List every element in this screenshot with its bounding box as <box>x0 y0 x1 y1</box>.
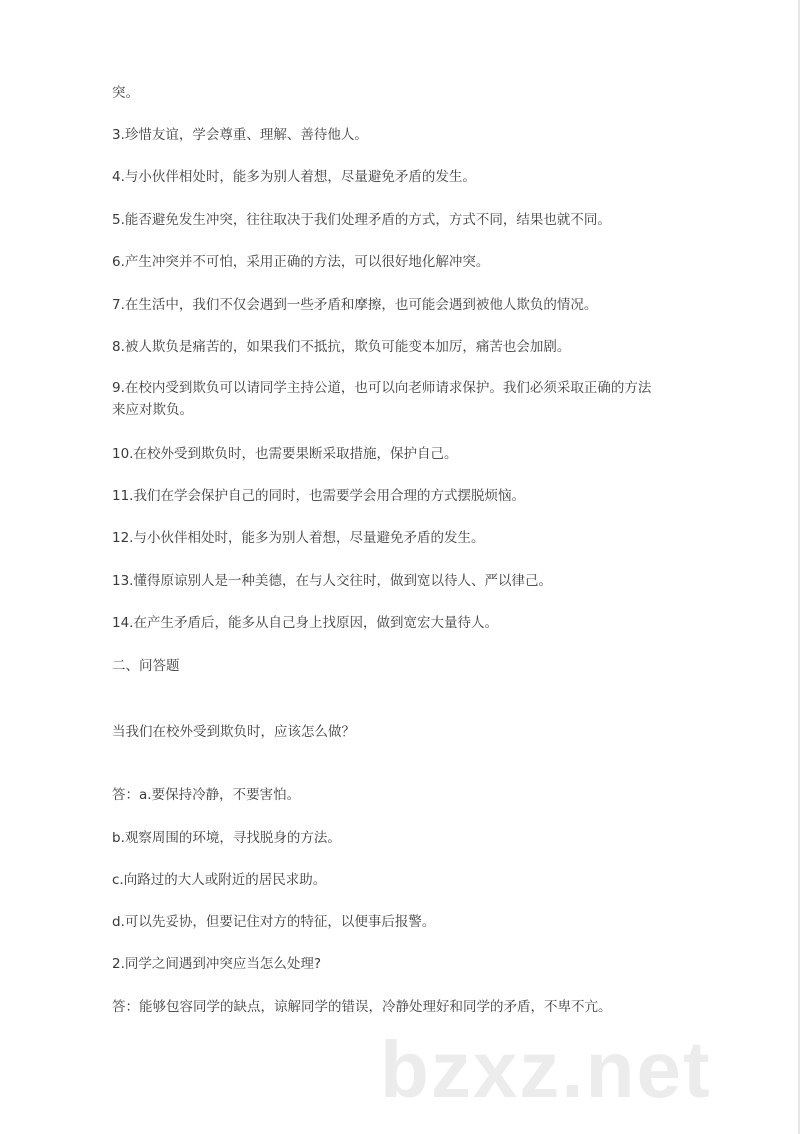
list-item: 10.在校外受到欺负时，也需要果断采取措施，保护自己。 <box>112 446 458 462</box>
list-item: 12.与小伙伴相处时，能多为别人着想，尽量避免矛盾的发生。 <box>112 530 485 546</box>
list-item: 8.被人欺负是痛苦的，如果我们不抵抗，欺负可能变本加厉，痛苦也会加剧。 <box>112 339 571 355</box>
answer: c.向路过的大人或附近的居民求助。 <box>112 872 327 888</box>
list-item: 6.产生冲突并不可怕，采用正确的方法，可以很好地化解冲突。 <box>112 254 490 270</box>
list-item: 3.珍惜友谊，学会尊重、理解、善待他人。 <box>112 127 368 143</box>
list-item: 5.能否避免发生冲突，往往取决于我们处理矛盾的方式，方式不同，结果也就不同。 <box>112 212 611 228</box>
answer: d.可以先妥协，但要记住对方的特征，以便事后报警。 <box>112 914 436 930</box>
answer: 答：a.要保持冷静，不要害怕。 <box>112 787 301 803</box>
answer: 答：能够包容同学的缺点，谅解同学的错误，冷静处理好和同学的矛盾，不卑不亢。 <box>112 999 612 1015</box>
list-item: 13.懂得原谅别人是一种美德，在与人交往时，做到宽以待人、严以律己。 <box>112 573 552 589</box>
question: 2.同学之间遇到冲突应当怎么处理? <box>112 956 322 972</box>
answer: b.观察周围的环境，寻找脱身的方法。 <box>112 830 341 846</box>
question: 当我们在校外受到欺负时，应该怎么做？ <box>112 724 355 740</box>
list-item: 7.在生活中，我们不仅会遇到一些矛盾和摩擦，也可能会遇到被他人欺负的情况。 <box>112 297 598 313</box>
watermark: bzxz.net <box>380 1025 712 1114</box>
list-item: 11.我们在学会保护自己的同时，也需要学会用合理的方式摆脱烦恼。 <box>112 488 525 504</box>
text-line: 突。 <box>112 85 139 101</box>
list-item: 14.在产生矛盾后，能多从自己身上找原因，做到宽宏大量待人。 <box>112 615 498 631</box>
list-item: 4.与小伙伴相处时，能多为别人着想，尽量避免矛盾的发生。 <box>112 169 476 185</box>
section-heading: 二、问答题 <box>112 658 180 674</box>
list-item: 9.在校内受到欺负可以请同学主持公道，也可以向老师请求保护。我们必须采取正确的方法 <box>112 380 652 396</box>
list-item-continuation: 来应对欺负。 <box>112 402 193 418</box>
